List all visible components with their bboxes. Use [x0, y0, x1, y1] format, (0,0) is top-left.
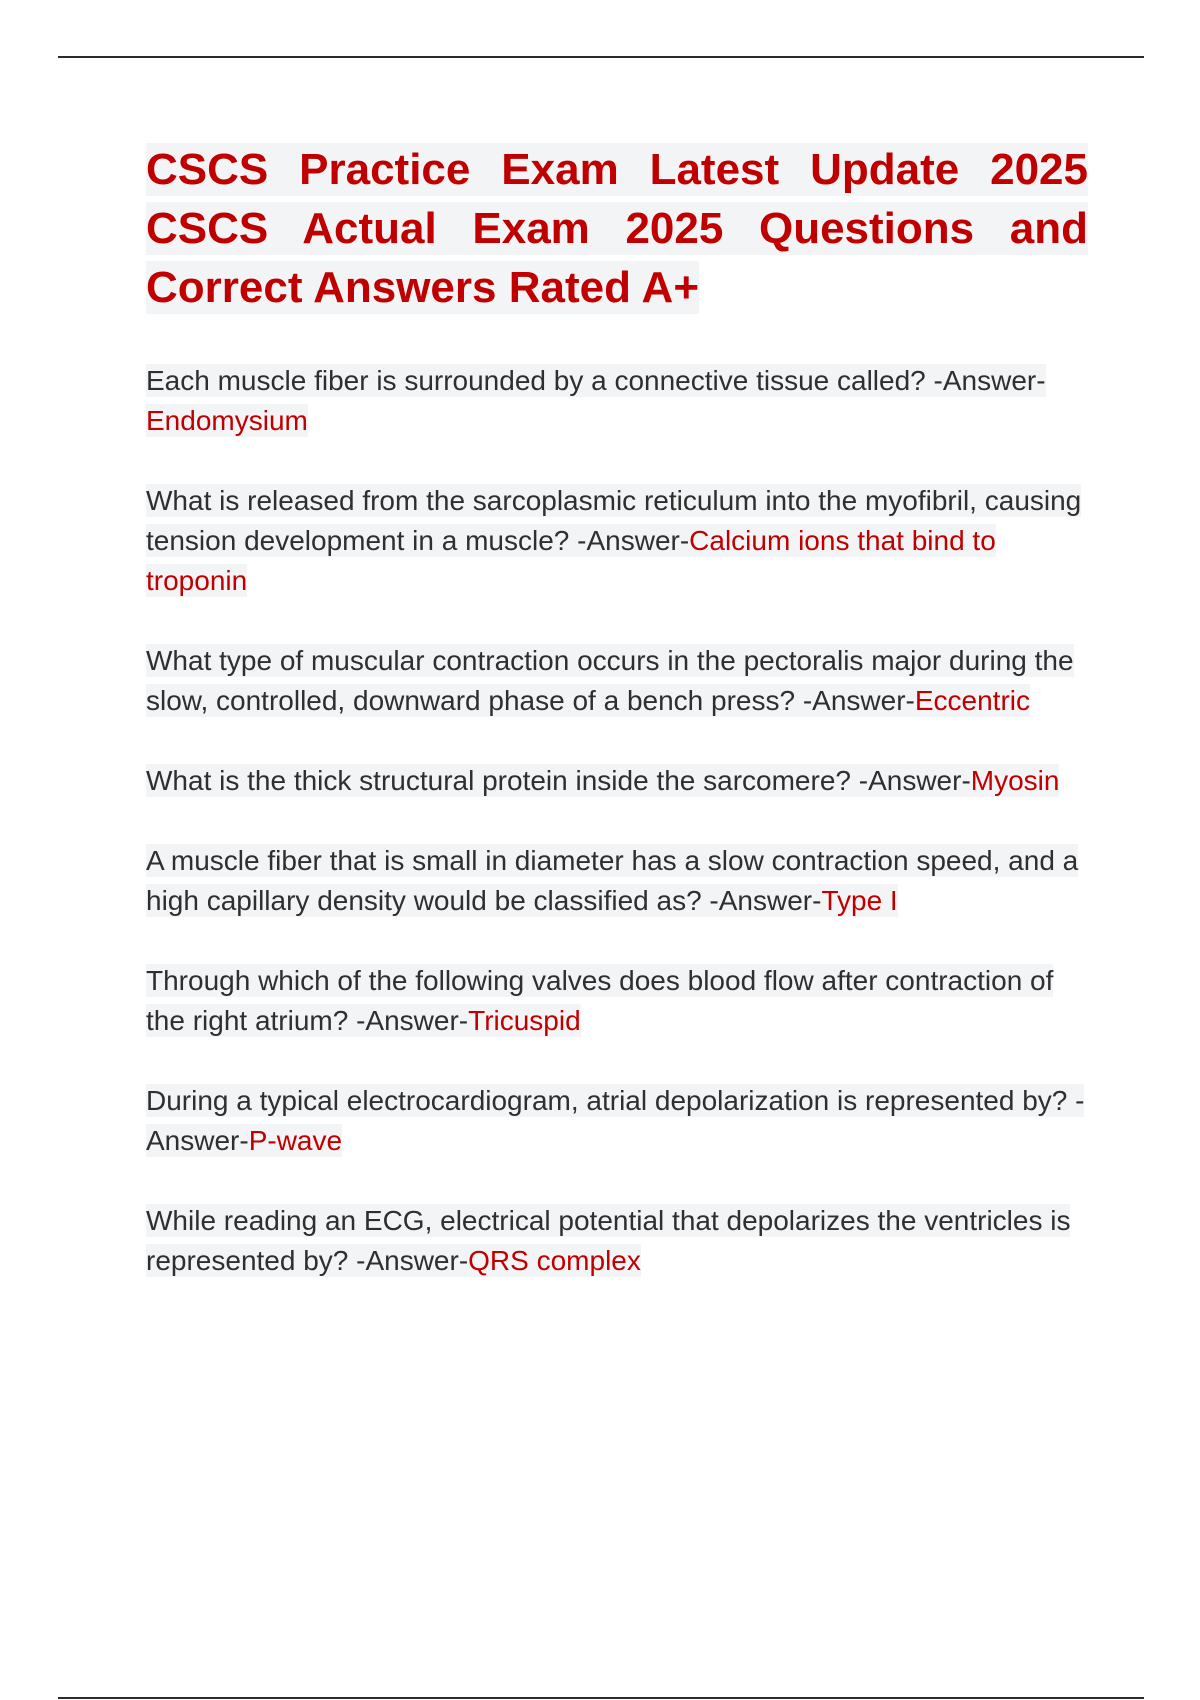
bottom-divider: [58, 1697, 1144, 1699]
qa-item: [146, 841, 1088, 921]
question-text: What type of muscular contraction occurs in the pectoralis major during the slow, controlled, downward phase of a bench press?: [146, 645, 1074, 716]
title-text: CSCS Practice Exam Latest Update 2025 CSCS Actual Exam 2025 Questions and Correct Answers Rated A+: [146, 145, 1088, 312]
answer-separator: -Answer-: [802, 685, 915, 716]
top-divider: [58, 56, 1144, 58]
answer-text: Endomysium: [146, 405, 308, 436]
answer-separator: -Answer-: [709, 885, 822, 916]
question-text: During a typical electrocardiogram, atrial depolarization is represented by?: [146, 1085, 1076, 1116]
answer-separator: -Answer-: [146, 1085, 1085, 1156]
answer-text: P-wave: [248, 1125, 343, 1156]
question-text: What is the thick structural protein inside the sarcomere?: [146, 765, 859, 796]
answer-text: Eccentric: [914, 685, 1031, 716]
qa-list: [146, 361, 1088, 1281]
question-text: Through which of the following valves does blood flow after contraction of the right atrium?: [146, 965, 1054, 1036]
answer-text: Myosin: [970, 765, 1060, 796]
question-text: What is released from the sarcoplasmic reticulum into the myofibril, causing tension development in a muscle?: [146, 485, 1082, 556]
qa-item: [146, 761, 1088, 801]
qa-item: [146, 481, 1088, 601]
qa-item: [146, 961, 1088, 1041]
answer-separator: -Answer-: [933, 365, 1046, 396]
answer-separator: -Answer-: [356, 1005, 469, 1036]
answer-separator: -Answer-: [577, 525, 690, 556]
qa-item: [146, 1201, 1088, 1281]
answer-text: QRS complex: [468, 1245, 641, 1276]
question-text: While reading an ECG, electrical potential that depolarizes the ventricles is represented by?: [146, 1205, 1071, 1276]
answer-separator: -Answer-: [356, 1245, 469, 1276]
document-body: [146, 140, 1088, 1321]
document-title: [146, 140, 1088, 317]
answer-text: Type I: [821, 885, 898, 916]
answer-text: Calcium ions that bind to troponin: [146, 525, 996, 596]
answer-separator: -Answer-: [858, 765, 971, 796]
qa-item: [146, 1081, 1088, 1161]
question-text: A muscle fiber that is small in diameter has a slow contraction speed, and a high capillary density would be classified as?: [146, 845, 1079, 916]
qa-item: [146, 361, 1088, 441]
qa-item: [146, 641, 1088, 721]
answer-text: Tricuspid: [468, 1005, 581, 1036]
question-text: Each muscle fiber is surrounded by a connective tissue called?: [146, 365, 934, 396]
